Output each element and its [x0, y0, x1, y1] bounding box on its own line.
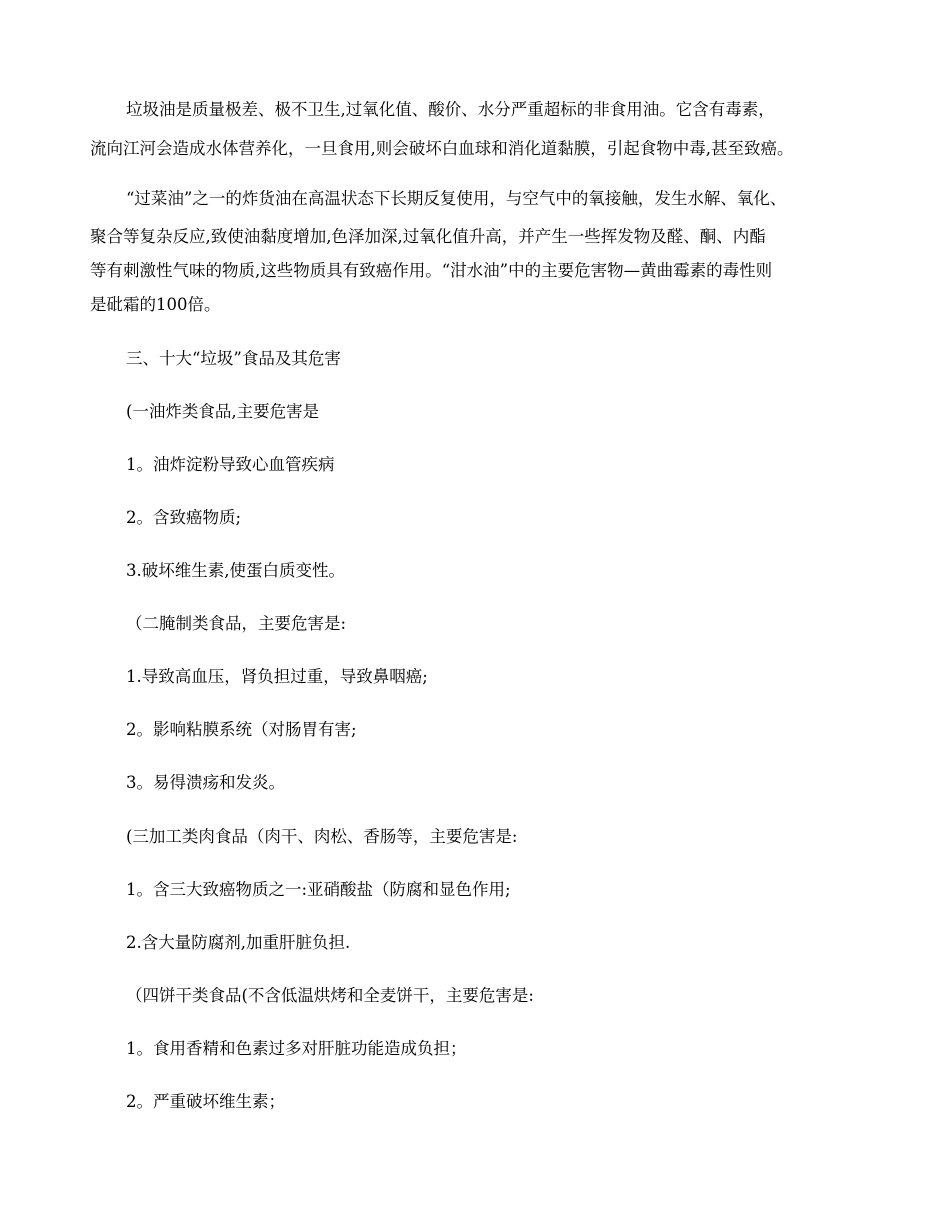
list-item: 2。影响粘膜系统（对肠胃有害; — [126, 720, 357, 739]
list-heading: （四饼干类食品(不含低温烘烤和全麦饼干，主要危害是: — [126, 986, 534, 1005]
list-item: 1。含三大致癌物质之一:亚硝酸盐（防腐和显色作用; — [126, 880, 511, 899]
list-item: 1。油炸淀粉导致心血管疾病 — [126, 455, 335, 474]
section-heading: 三、十大“垃圾”食品及其危害 — [126, 349, 341, 368]
list-item: 2.含大量防腐剂,加重肝脏负担. — [126, 933, 351, 952]
list-item: 1.导致高血压，肾负担过重，导致鼻咽癌; — [126, 667, 428, 686]
paragraph-line: 垃圾油是质量极差、极不卫生,过氧化值、酸价、水分严重超标的非食用油。它含有毒素， — [126, 100, 775, 119]
list-item: 1。食用香精和色素过多对肝脏功能造成负担； — [126, 1039, 467, 1058]
paragraph-line: 等有刺激性气味的物质,这些物质具有致癌作用。“泔水油”中的主要危害物—黄曲霉素的毒性则 — [90, 261, 773, 280]
paragraph-line: 聚合等复杂反应,致使油黏度增加,色泽加深,过氧化值升高，并产生一些挥发物及醛、酮、内酯 — [90, 227, 766, 246]
list-item: 3。易得溃疡和发炎。 — [126, 773, 285, 792]
list-heading: (一油炸类食品,主要危害是 — [126, 402, 320, 421]
list-heading: (三加工类肉食品（肉干、肉松、香肠等，主要危害是: — [126, 827, 518, 846]
paragraph-line: 是砒霜的100倍。 — [90, 295, 221, 314]
list-item: 3.破坏维生素,使蛋白质变性。 — [126, 561, 345, 580]
paragraph-line: 流向江河会造成水体营养化，一旦食用,则会破坏白血球和消化道黏膜，引起食物中毒,甚至致癌。 — [90, 139, 794, 158]
list-heading: （二腌制类食品，主要危害是: — [126, 614, 347, 633]
paragraph-line: “过菜油”之一的炸货油在高温状态下长期反复使用，与空气中的氧接触，发生水解、氧化、 — [126, 189, 787, 208]
list-item: 2。含致癌物质; — [126, 508, 242, 527]
list-item: 2。严重破坏维生素； — [126, 1092, 285, 1111]
